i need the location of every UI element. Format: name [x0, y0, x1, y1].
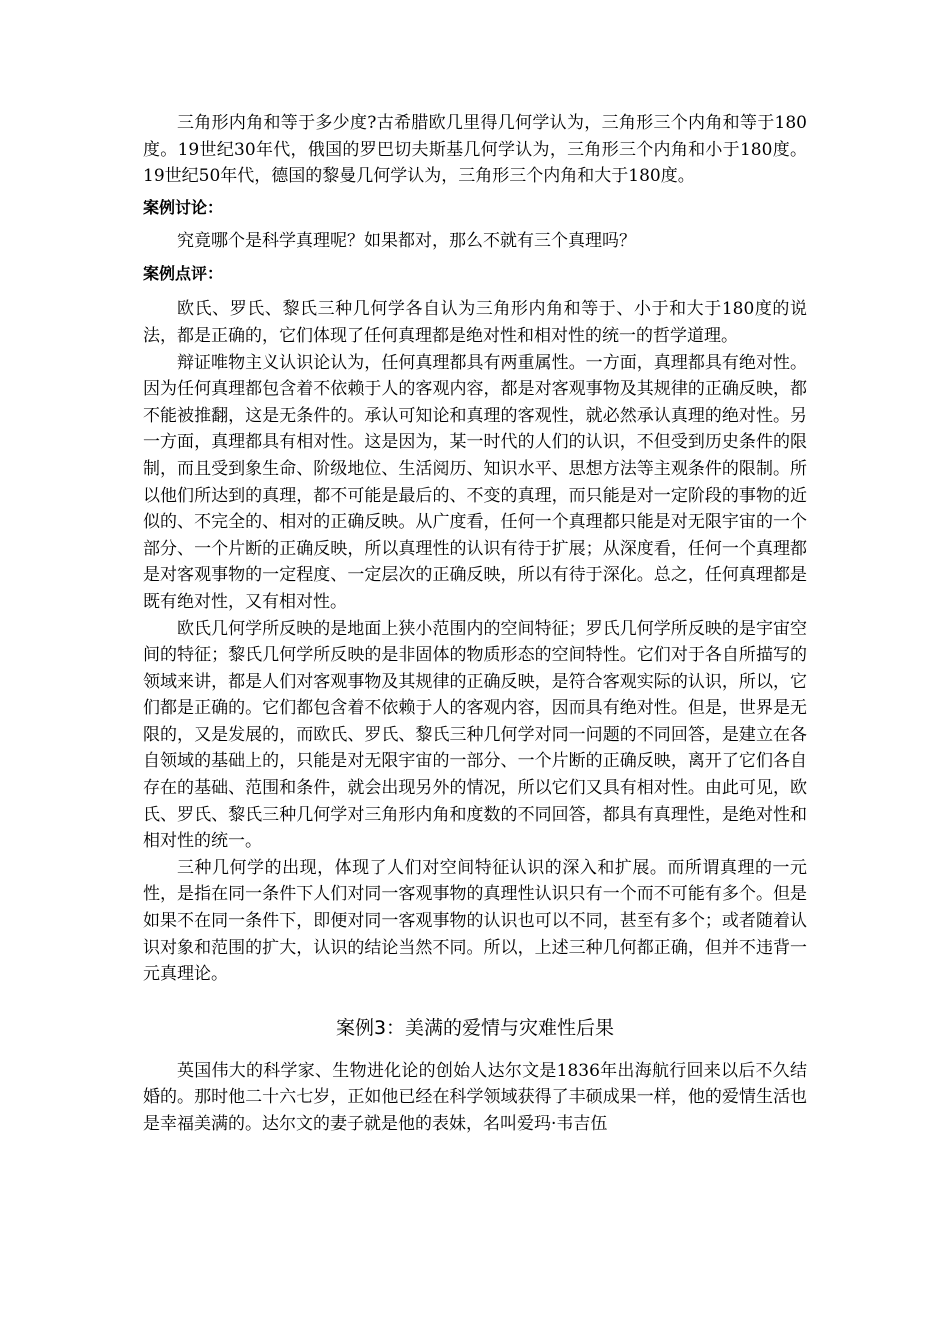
review-paragraph-3: 欧氏几何学所反映的是地面上狭小范围内的空间特征；罗氏几何学所反映的是宇宙空间的特征；黎氏几何学所反映的是非固体的物质形态的空间特性。它们对于各自所描写的领域来讲，都是人们对客观事物及其规律的正确反映，是符合客观实际的认识，所以，它们都是正确的。它们都包含着不依赖于人的客观内容，因而具有绝对性。但是，世界是无限的，又是发展的，而欧氏、罗氏、黎氏三种几何学对同一问题的不同回答，是建立在各自领域的基础上的，只能是对无限宇宙的一部分、一个片断的正确反映，离开了它们各自存在的基础、范围和条件，就会出现另外的情况，所以它们又具有相对性。由此可见，欧氏、罗氏、黎氏三种几何学对三角形内角和度数的不同回答，都具有真理性，是绝对性和相对性的统一。: [143, 618, 807, 852]
discussion-heading: 案例讨论：: [143, 197, 224, 217]
discussion-question: 究竟哪个是科学真理呢？如果都对，那么不就有三个真理吗？: [177, 230, 636, 251]
review-paragraph-4: 三种几何学的出现，体现了人们对空间特征认识的深入和扩展。而所谓真理的一元性，是指在同一条件下人们对同一客观事物的真理性认识只有一个而不可能有多个。但是如果不在同一条件下，即便对同一客观事物的认识也可以不同，甚至有多个；或者随着认识对象和范围的扩大，认识的结论当然不同。所以，上述三种几何都正确，但并不违背一元真理论。: [143, 857, 807, 985]
review-paragraph-2: 辩证唯物主义认识论认为，任何真理都具有两重属性。一方面，真理都具有绝对性。因为任何真理都包含着不依赖于人的客观内容，都是对客观事物及其规律的正确反映，都不能被推翻，这是无条件的。承认可知论和真理的客观性，就必然承认真理的绝对性。另一方面，真理都具有相对性。这是因为，某一时代的人们的认识，不但受到历史条件的限制，而且受到象生命、阶级地位、生活阅历、知识水平、思想方法等主观条件的限制。所以他们所达到的真理，都不可能是最后的、不变的真理，而只能是对一定阶段的事物的近似的、不完全的、相对的正确反映。从广度看，任何一个真理都只能是对无限宇宙的一个部分、一个片断的正确反映，所以真理性的认识有待于扩展；从深度看，任何一个真理都是对客观事物的一定程度、一定层次的正确反映，所以有待于深化。总之，任何真理都是既有绝对性，又有相对性。: [143, 352, 807, 612]
intro-paragraph: 三角形内角和等于多少度?古希腊欧几里得几何学认为，三角形三个内角和等于180度。19世纪30年代，俄国的罗巴切夫斯基几何学认为，三角形三个内角和小于180度。19世纪50年代，德国的黎曼几何学认为，三角形三个内角和大于180度。: [143, 113, 807, 187]
review-paragraph-1: 欧氏、罗氏、黎氏三种几何学各自认为三角形内角和等于、小于和大于180度的说法，都是正确的，它们体现了任何真理都是绝对性和相对性的统一的哲学道理。: [143, 299, 807, 346]
review-heading: 案例点评：: [143, 264, 224, 284]
case3-paragraph: 英国伟大的科学家、生物进化论的创始人达尔文是1836年出海航行回来以后不久结婚的。那时他二十六七岁，正如他已经在科学领域获得了丰硕成果一样，他的爱情生活也是幸福美满的。达尔文的妻子就是他的表妹，名叫爱玛·韦吉伍: [143, 1060, 807, 1134]
case3-title: 案例3：美满的爱情与灾难性后果: [335, 1016, 615, 1039]
document-body: [143, 110, 807, 1138]
